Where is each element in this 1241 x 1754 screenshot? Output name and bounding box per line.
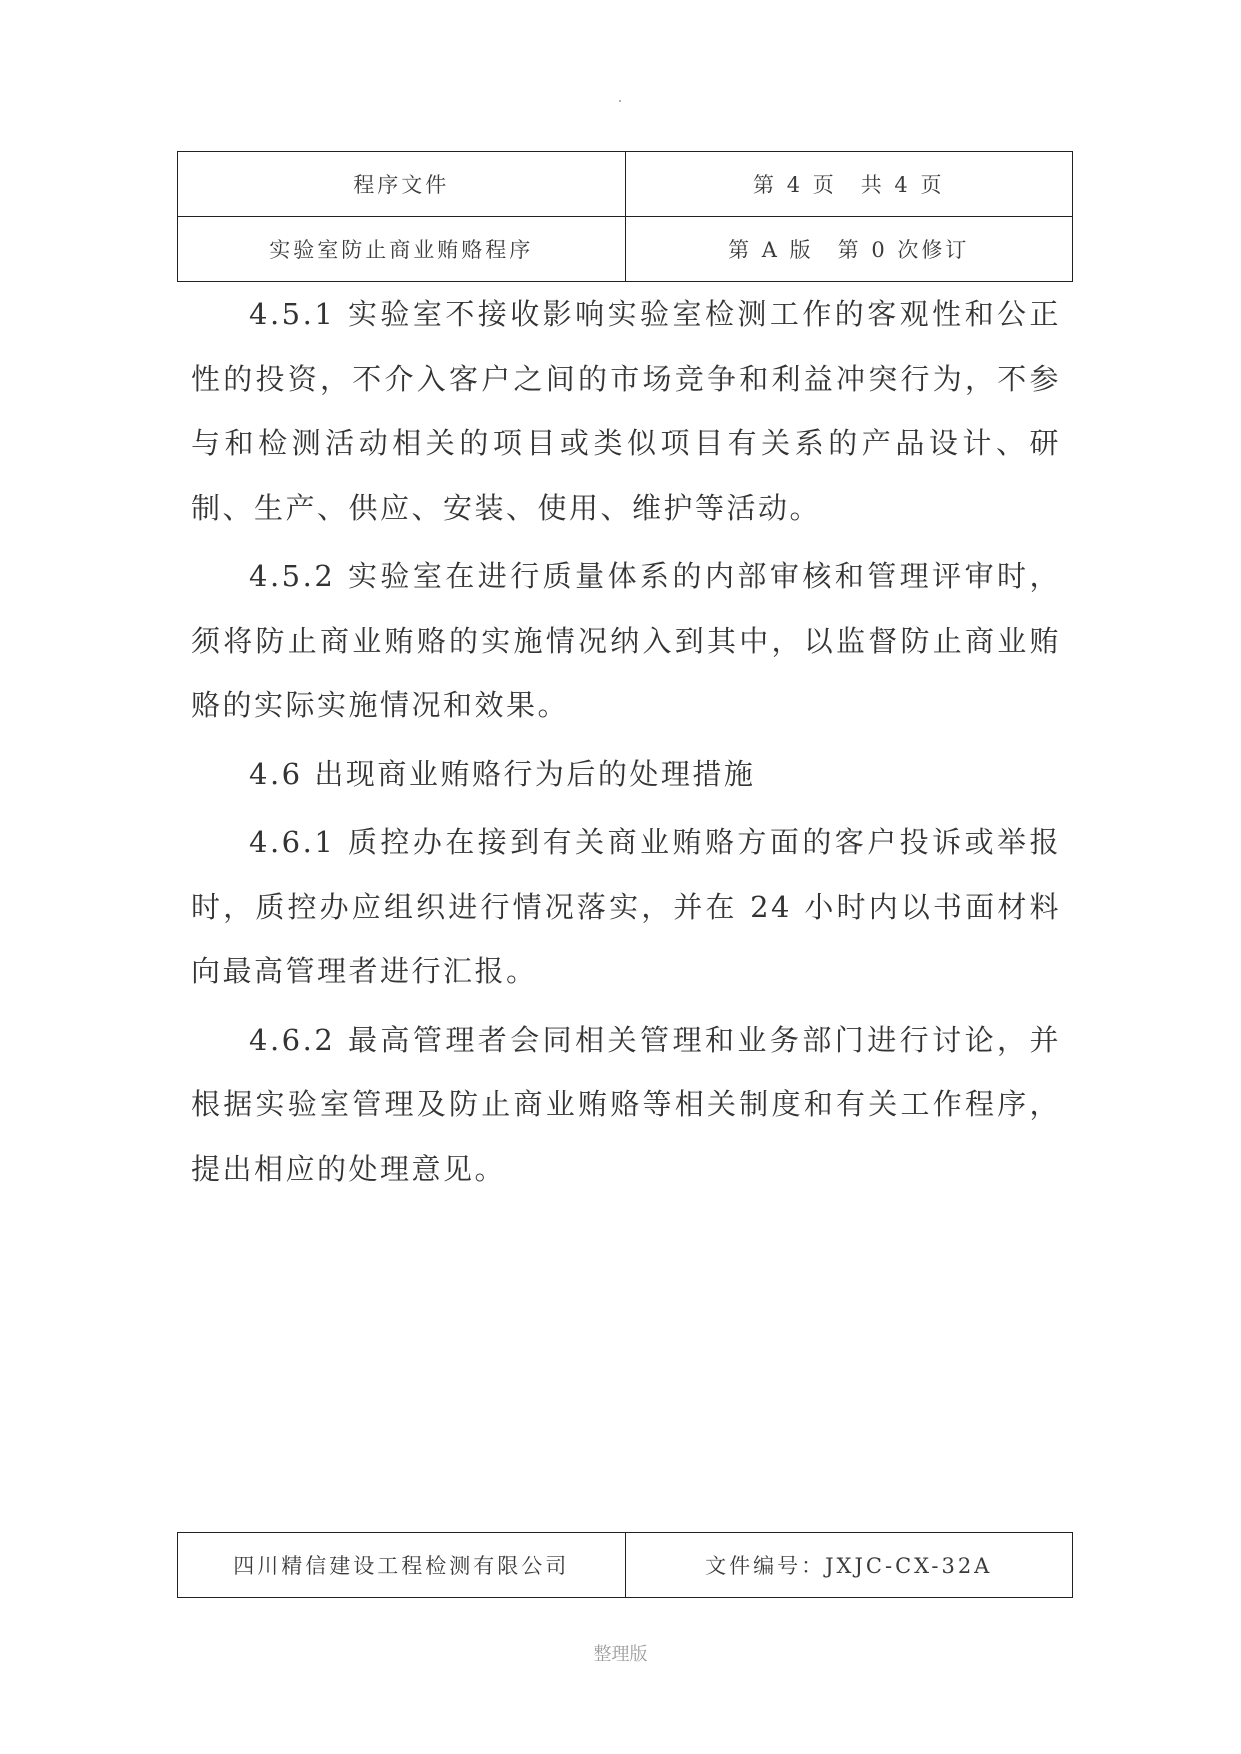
paragraph-4-5-2: 4.5.2 实验室在进行质量体系的内部审核和管理评审时，须将防止商业贿赂的实施情况纳入到其中，以监督防止商业贿赂的实际实施情况和效果。 xyxy=(191,559,1061,722)
page-dot xyxy=(619,100,621,102)
company-name-cell: 四川精信建设工程检测有限公司 xyxy=(178,1533,626,1598)
header-table xyxy=(177,151,1073,282)
doc-number-cell: 文件编号：JXJC-CX-32A xyxy=(625,1533,1073,1598)
document-body xyxy=(191,282,1061,1205)
watermark-text: 整理版 xyxy=(593,1644,648,1665)
paragraph-4-6-1: 4.6.1 质控办在接到有关商业贿赂方面的客户投诉或举报时，质控办应组织进行情况落实，并在 24 小时内以书面材料向最高管理者进行汇报。 xyxy=(191,825,1061,988)
header-row-2 xyxy=(178,217,1073,282)
page-info-cell: 第 4 页 共 4 页 xyxy=(625,152,1073,217)
footer-row xyxy=(178,1533,1073,1598)
paragraph-4-5-1: 4.5.1 实验室不接收影响实验室检测工作的客观性和公正性的投资，不介入客户之间的市场竞争和利益冲突行为，不参与和检测活动相关的项目或类似项目有关系的产品设计、研制、生产、供应、安装、使用、维护等活动。 xyxy=(191,297,1061,525)
doc-type-cell: 程序文件 xyxy=(178,152,626,217)
version-cell: 第 A 版 第 0 次修订 xyxy=(625,217,1073,282)
paragraph-4-6-2: 4.6.2 最高管理者会同相关管理和业务部门进行讨论，并根据实验室管理及防止商业贿赂等相关制度和有关工作程序，提出相应的处理意见。 xyxy=(191,1022,1061,1186)
doc-title-cell: 实验室防止商业贿赂程序 xyxy=(178,217,626,282)
footer-table xyxy=(177,1532,1073,1598)
section-heading-4-6: 4.6 出现商业贿赂行为后的处理措施 xyxy=(249,756,756,791)
header-row-1 xyxy=(178,152,1073,217)
